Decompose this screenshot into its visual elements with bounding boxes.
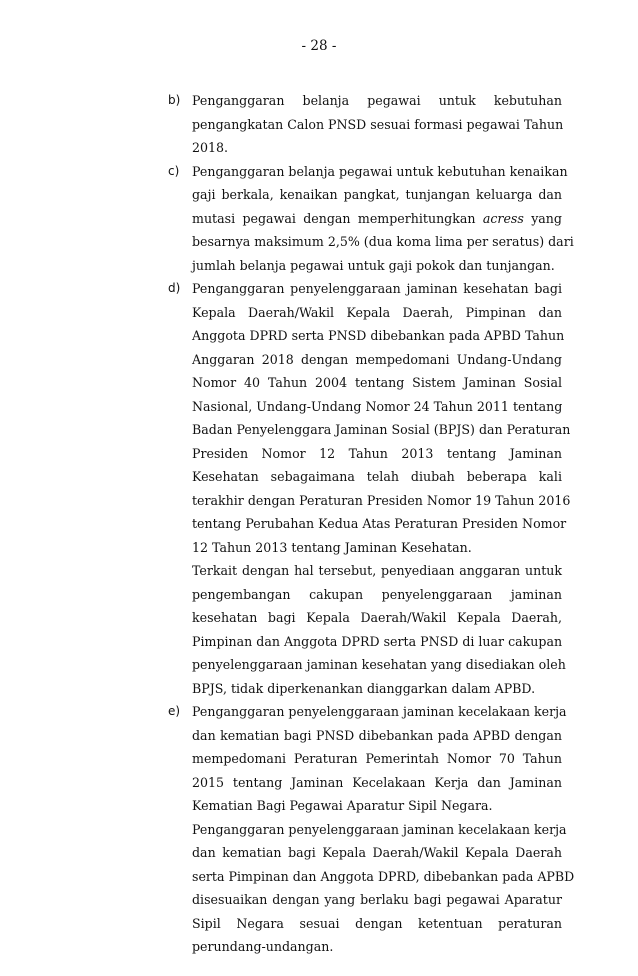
- italic-term: acress: [482, 210, 524, 226]
- list-marker: c): [168, 163, 180, 178]
- text-line: Nasional, Undang-Undang Nomor 24 Tahun 2011 tentang: [192, 398, 563, 414]
- text-line: Kepala Daerah/Wakil Kepala Daerah, Pimpinan dan: [192, 304, 562, 320]
- text-line: kesehatan bagi Kepala Daerah/Wakil Kepala Daerah,: [192, 610, 562, 625]
- text-line: Penganggaran belanja pegawai untuk kebutuhan kenaikan: [192, 163, 568, 179]
- text-line: Pimpinan dan Anggota DPRD serta PNSD di luar cakupan: [192, 633, 563, 649]
- paragraph: [192, 89, 562, 160]
- list-item-d: [168, 277, 571, 700]
- paragraph-continuation: [192, 559, 566, 700]
- list-item-c: [168, 160, 574, 278]
- page-number: - 28 -: [301, 38, 337, 54]
- text-line: besarnya maksimum 2,5% (dua koma lima per seratus) dari: [192, 234, 574, 249]
- text-line: Sipil Negara sesuai dengan ketentuan peraturan: [192, 915, 562, 931]
- document-body: [168, 89, 575, 959]
- text-line: Nomor 40 Tahun 2004 tentang Sistem Jaminan Sosial: [192, 375, 562, 390]
- list-marker: b): [168, 93, 181, 107]
- text-line: 2015 tentang Jaminan Kecelakaan Kerja dan Jaminan: [192, 774, 562, 790]
- paragraph: [192, 277, 571, 559]
- list-marker: e): [168, 704, 181, 718]
- text-line: Penganggaran penyelenggaraan jaminan kesehatan bagi: [192, 281, 562, 296]
- list-item-e: [168, 700, 575, 959]
- text-segment: yang: [531, 210, 562, 226]
- paragraph: [192, 700, 567, 818]
- text-line: Badan Penyelenggara Jaminan Sosial (BPJS) dan Peraturan: [192, 422, 571, 437]
- list-item-b: [168, 89, 562, 160]
- text-line-with-italic: [192, 207, 562, 231]
- text-line: Kematian Bagi Pegawai Aparatur Sipil Negara.: [192, 798, 493, 813]
- text-line: dan kematian bagi Kepala Daerah/Wakil Kepala Daerah: [192, 845, 562, 860]
- text-line: penyelenggaraan jaminan kesehatan yang disediakan oleh: [192, 657, 566, 672]
- text-line: terakhir dengan Peraturan Presiden Nomor 19 Tahun 2016: [192, 492, 571, 508]
- text-line: Penganggaran belanja pegawai untuk kebutuhan: [192, 93, 562, 108]
- text-line: Penganggaran penyelenggaraan jaminan kecelakaan kerja: [192, 821, 567, 837]
- text-line: dan kematian bagi PNSD dibebankan pada APBD dengan: [192, 727, 562, 743]
- text-line: Anggaran 2018 dengan mempedomani Undang-Undang: [192, 351, 562, 367]
- text-line: pengangkatan Calon PNSD sesuai formasi pegawai Tahun: [192, 116, 564, 132]
- text-line: 12 Tahun 2013 tentang Jaminan Kesehatan.: [192, 539, 472, 555]
- text-line: jumlah belanja pegawai untuk gaji pokok dan tunjangan.: [192, 257, 555, 273]
- text-line: pengembangan cakupan penyelenggaraan jaminan: [192, 586, 562, 602]
- text-line: disesuaikan dengan yang berlaku bagi pegawai Aparatur: [192, 892, 562, 907]
- text-line: 2018.: [192, 140, 229, 155]
- text-line: Anggota DPRD serta PNSD dibebankan pada APBD Tahun: [192, 328, 565, 343]
- text-line: gaji berkala, kenaikan pangkat, tunjangan keluarga dan: [192, 187, 562, 202]
- list-marker: d): [168, 281, 181, 295]
- text-line: serta Pimpinan dan Anggota DPRD, dibebankan pada APBD: [192, 868, 575, 884]
- text-line: perundang-undangan.: [192, 939, 334, 954]
- paragraph-continuation: [192, 818, 575, 959]
- text-line: Kesehatan sebagaimana telah diubah beberapa kali: [192, 469, 562, 484]
- text-segment: mutasi pegawai dengan memperhitungkan: [192, 210, 476, 226]
- text-line: BPJS, tidak diperkenankan dianggarkan dalam APBD.: [192, 680, 536, 696]
- text-line: tentang Perubahan Kedua Atas Peraturan Presiden Nomor: [192, 516, 567, 531]
- text-line: Terkait dengan hal tersebut, penyediaan anggaran untuk: [192, 563, 562, 578]
- text-line: Presiden Nomor 12 Tahun 2013 tentang Jaminan: [192, 445, 562, 461]
- text-line: mempedomani Peraturan Pemerintah Nomor 70 Tahun: [192, 751, 562, 766]
- text-line: Penganggaran penyelenggaraan jaminan kecelakaan kerja: [192, 704, 567, 719]
- paragraph: [192, 160, 574, 278]
